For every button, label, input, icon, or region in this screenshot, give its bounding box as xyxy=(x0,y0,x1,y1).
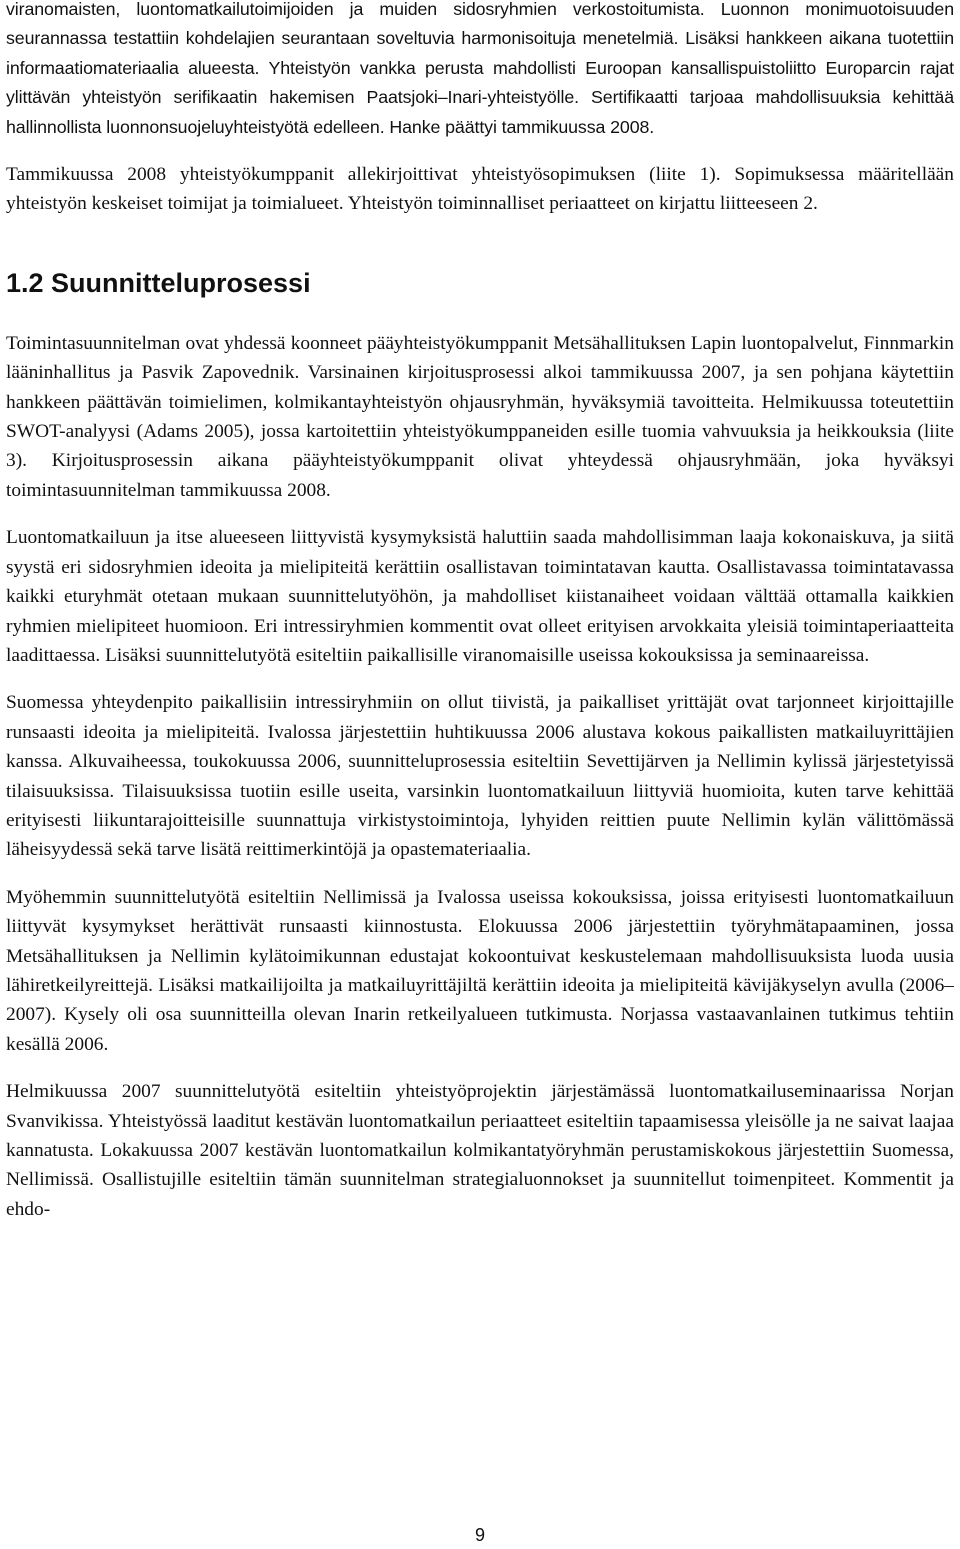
paragraph-cooperation-background: viranomaisten, luontomatkailutoimijoiden ja muiden sidosryhmien verkostoitumista. Luonnon monimuotoisuuden seurannassa testattiin kohdelajien seurantaan soveltuvia harmonisoituja menetelmiä. Lisäksi hankkeen aikana tuotettiin informaatiomateriaalia alueesta. Yhteistyön vankka perusta mahdollisti Euroopan kansallispuistoliitto Europarcin rajat ylittävän yhteistyön serifikaatin hakemisen Paatsjoki–Inari-yhteistyölle. Sertifikaatti tarjoaa mahdollisuuksia kehittää hallinnollista luonnonsuojeluyhteistyötä edelleen. Hanke päättyi tammikuussa 2008. xyxy=(6,0,954,137)
paragraph-finland-stakeholders: Suomessa yhteydenpito paikallisiin intressiryhmiin on ollut tiivistä, ja paikalliset yrittäjät ovat tarjonneet kirjoittajille runsaasti ideoita ja mielipiteitä. Ivalossa järjestettiin huhtikuussa 2006 alustava kokous paikallisten matkailuyrittäjien kanssa. Alkuvaiheessa, toukokuussa 2006, suunnitteluprosessia esiteltiin Sevettijärven ja Nellimin kylissä järjestetyissä tilaisuuksissa. Tilaisuuksissa tuotiin esille useita, varsinkin luontomatkailuun liittyviä huomioita, kuten tarve kehittää erityisesti liikuntarajoitteisille suunnattuja virkistystoimintoja, lyhyiden reittien puute Nellimin kylän välittömässä läheisyydessä sekä tarve lisätä reittimerkintöjä ja opastemateriaalia. xyxy=(6,692,954,861)
section-heading: 1.2 Suunnitteluprosessi xyxy=(6,267,311,298)
paragraph-cooperation-agreement: Tammikuussa 2008 yhteistyökumppanit allekirjoittivat yhteistyösopimuksen (liite 1). Sopimuksessa määritellään yhteistyön keskeiset toimijat ja toimialueet. Yhteistyön toiminnalliset periaatteet on kirjattu liitteeseen 2. xyxy=(6,164,954,215)
page-number: 9 xyxy=(474,1525,485,1545)
paragraph-planning-partners: Toimintasuunnitelman ovat yhdessä koonneet pääyhteistyökumppanit Metsähallituksen Lapin luontopalvelut, Finnmarkin lääninhallitus ja Pasvik Zapovednik. Varsinainen kirjoitusprosessi alkoi tammikuussa 2007, ja sen pohjana käytettiin hankkeen päättävän toimielimen, kolmikantayhteistyön ohjausryhmän, hyväksymiä tavoitteita. Helmikuussa toteutettiin SWOT-analyysi (Adams 2005), jossa kartoitettiin yhteistyökumppaneiden esille tuomia vahvuuksia ja heikkouksia (liite 3). Kirjoitusprosessin aikana pääyhteistyökumppanit olivat yhteydessä ohjausryhmään, joka hyväksyi toimintasuunnitelman tammikuussa 2008. xyxy=(6,332,954,501)
document-page xyxy=(6,0,954,1224)
paragraph-participatory-approach: Luontomatkailuun ja itse alueeseen liittyvistä kysymyksistä haluttiin saada mahdollisimman laaja kokonaiskuva, ja siitä syystä eri sidosryhmien ideoita ja mielipiteitä kerättiin osallistavan toimintatavan kautta. Osallistavassa toimintatavassa kaikki eturyhmät otetaan mukaan suunnittelutyöhön, ja mahdolliset kiistanaiheet voidaan välttää ottamalla kaikkien ryhmien mielipiteet huomioon. Eri intressiryhmien kommentit ovat olleet erityisen arvokkaita yleisiä toimintaperiaatteita laadittaessa. Lisäksi suunnittelutyötä esiteltiin paikallisille viranomaisille useissa kokouksissa ja seminaareissa. xyxy=(6,527,954,666)
paragraph-svanvik-seminar: Helmikuussa 2007 suunnittelutyötä esiteltiin yhteistyöprojektin järjestämässä luontomatkailuseminaarissa Norjan Svanvikissa. Yhteistyössä laaditut kestävän luontomatkailun periaatteet esiteltiin tapaamisessa yleisölle ja ne saivat laajaa kannatusta. Lokakuussa 2007 kestävän luontomatkailun kolmikantatyöryhmän perustamiskokous järjestettiin Suomessa, Nellimissä. Osallistujille esiteltiin tämän suunnitelman strategialuonnokset ja suunnitellut toimenpiteet. Kommentit ja ehdo- xyxy=(6,1081,954,1220)
paragraph-later-meetings: Myöhemmin suunnittelutyötä esiteltiin Nellimissä ja Ivalossa useissa kokouksissa, joissa erityisesti luontomatkailuun liittyvät kysymykset herättivät runsaasti kiinnostusta. Elokuussa 2006 järjestettiin työryhmätapaaminen, jossa Metsähallituksen ja Nellimin kylätoimikunnan edustajat kokoontuivat keskustelemaan mahdollisuuksista luoda uusia lähiretkeilyreittejä. Lisäksi matkailijoilta ja matkailuyrittäjiltä kerättiin ideoita ja mielipiteitä kävijäkyselyn avulla (2006–2007). Kysely oli osa suunnitteilla olevan Inarin retkeilyalueen tutkimusta. Norjassa vastaavanlainen tutkimus tehtiin kesällä 2006. xyxy=(6,886,954,1055)
